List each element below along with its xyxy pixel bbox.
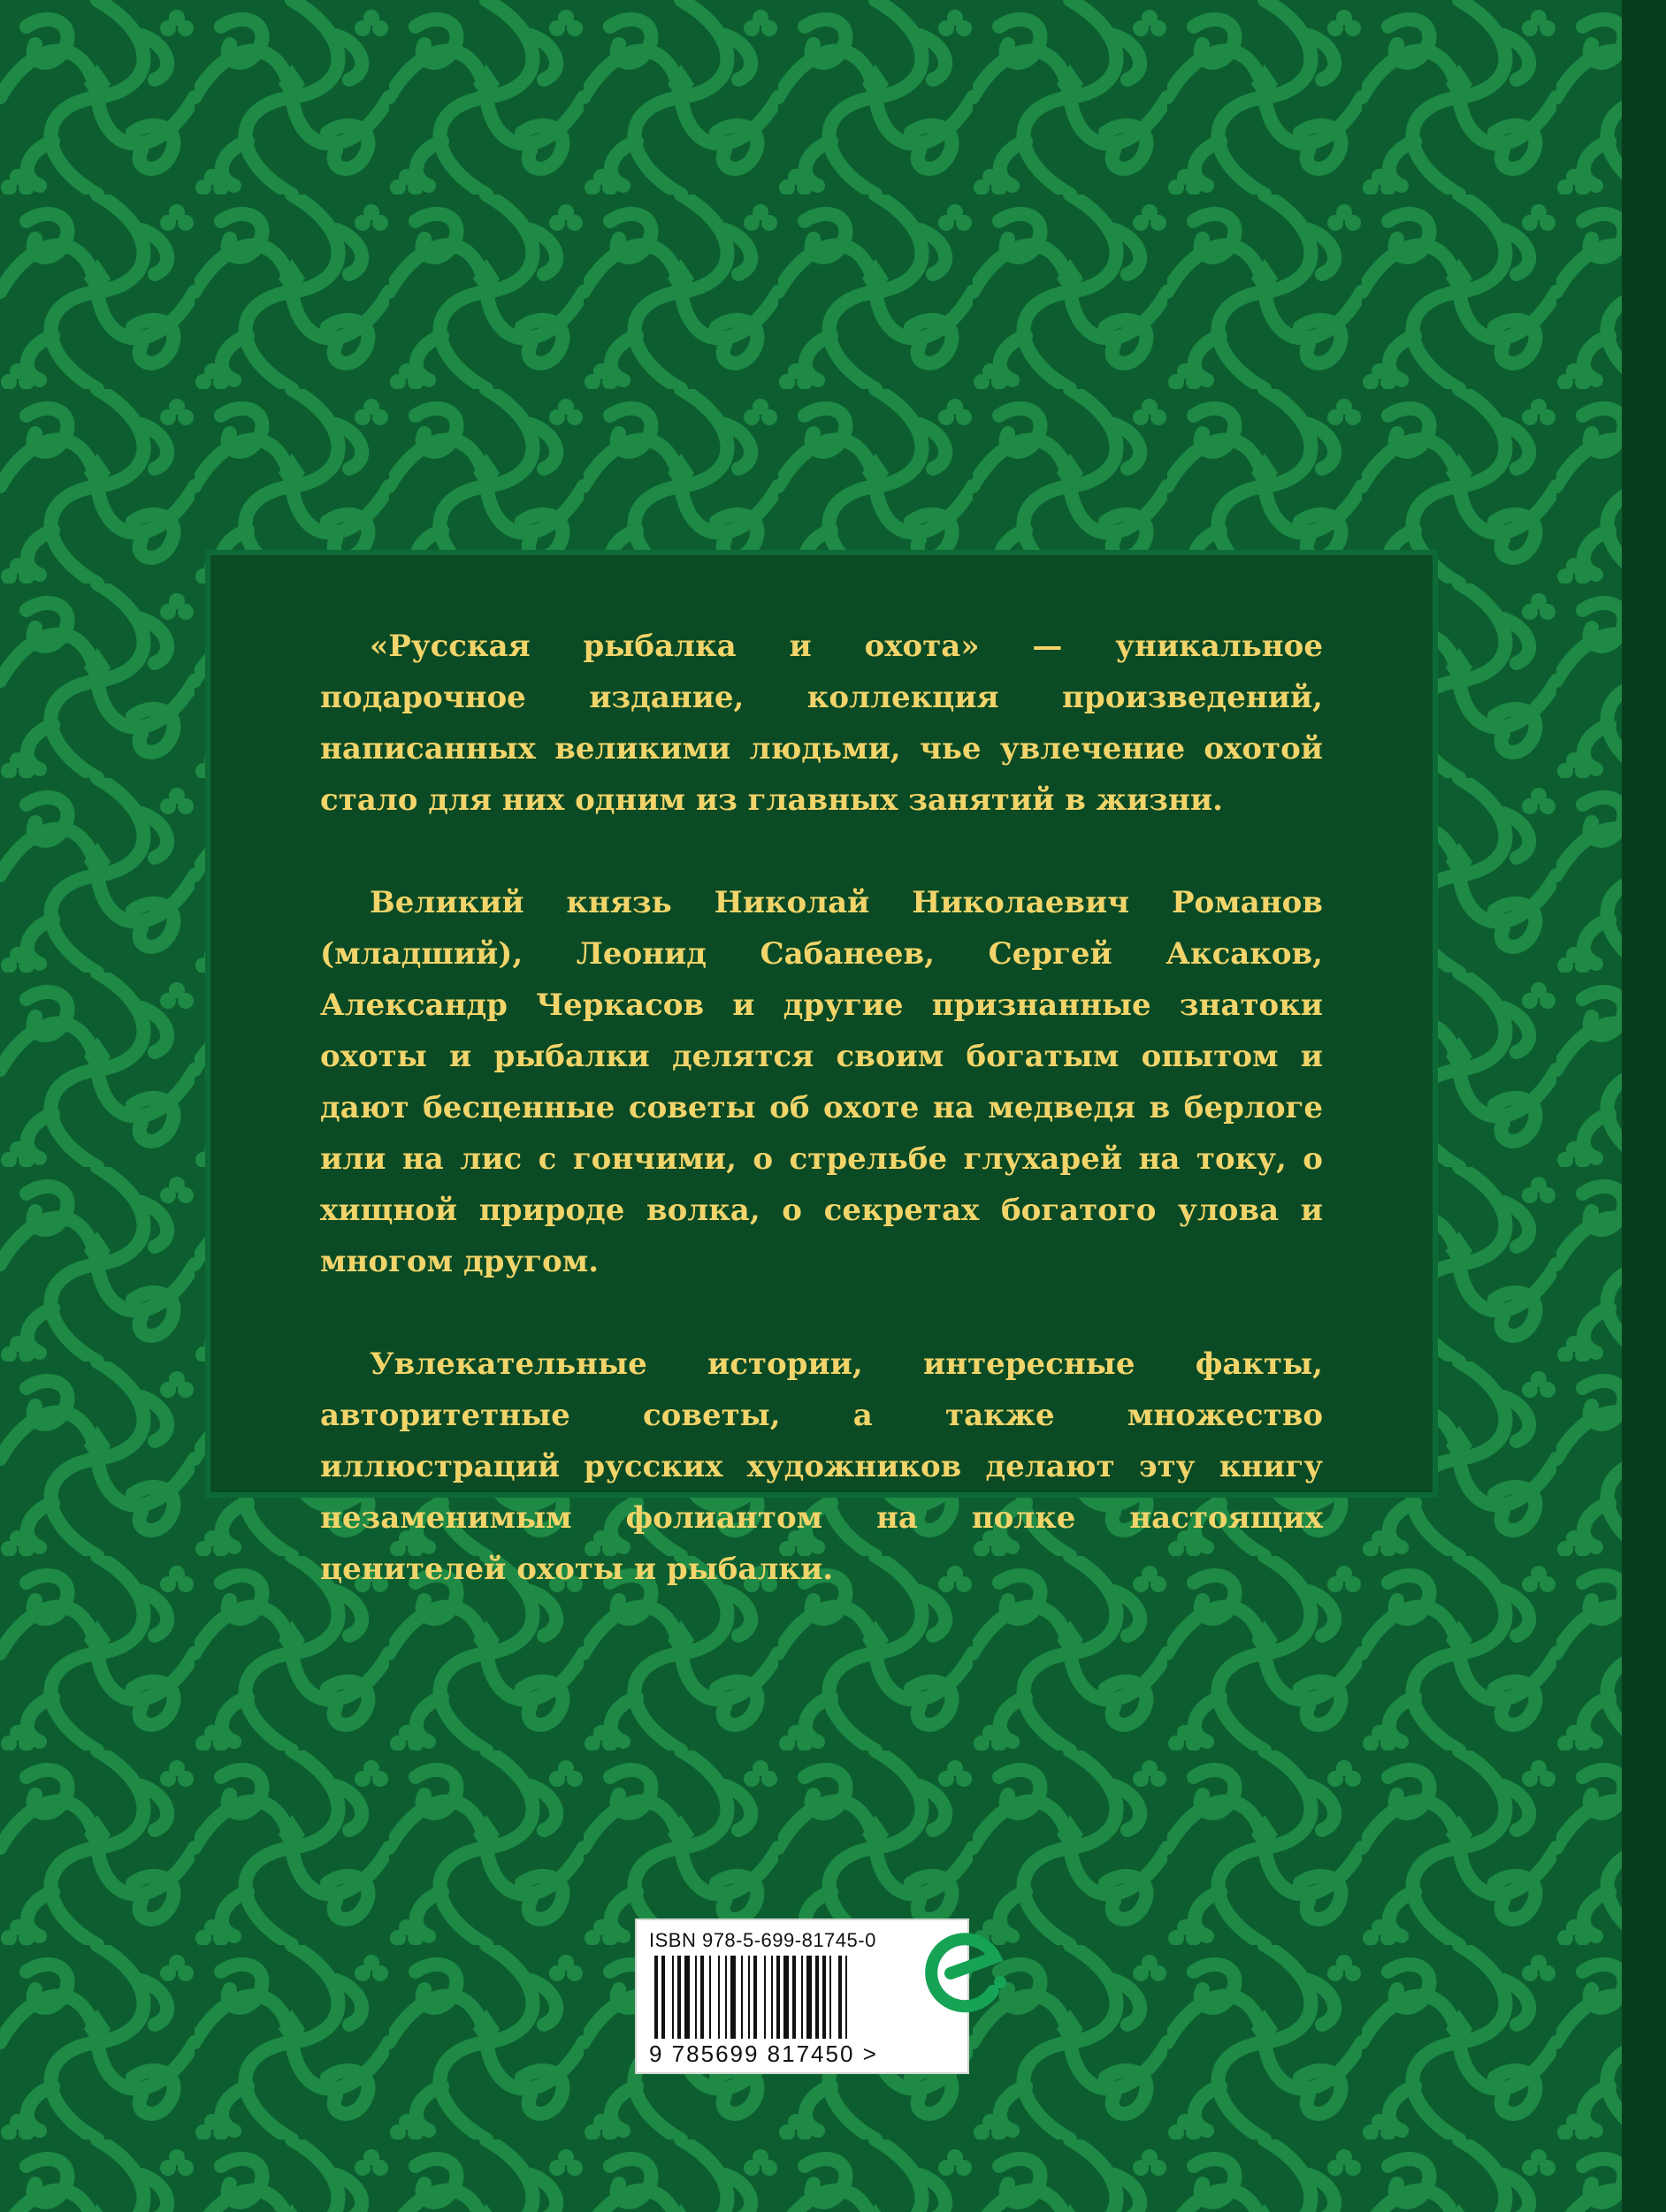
paragraph-authors: Великий князь Николай Николаевич Романов (младший), Леонид Сабанеев, Сергей Аксаков, Александр Черкасов и другие признанные знатоки охоты и рыбалки делятся своим богатым опытом и дают бесценные советы об охоте на медведя в берлоге или на лис с гончими, о стрельбе глухарей на току, о хищной природе волка, о секретах богатого улова и многом другом. bbox=[320, 885, 1323, 1279]
paragraph-intro: «Русская рыбалка и охота» — уникальное подарочное издание, коллекция произведений, написанных великими людьми, чье увлечение охотой стало для них одним из главных занятий в жизни. bbox=[320, 629, 1323, 818]
paragraph-summary: Увлекательные истории, интересные факты, авторитетные советы, а также множество иллюстраций русских художников делают эту книгу незаменимым фолиантом на полке настоящих ценителей охоты и рыбалки. bbox=[320, 1346, 1323, 1587]
spine-edge bbox=[1622, 0, 1666, 2212]
text-panel bbox=[205, 550, 1438, 1587]
isbn-label: ISBN 978-5-699-81745-0 bbox=[649, 1929, 876, 1951]
eksmo-logo-icon bbox=[924, 1927, 1013, 2025]
barcode-icon bbox=[649, 1956, 955, 2039]
isbn-barcode-block bbox=[635, 1918, 969, 2074]
annotation-text bbox=[320, 621, 1323, 1646]
barcode-digits: 9 785699 817450 > bbox=[649, 2040, 878, 2067]
